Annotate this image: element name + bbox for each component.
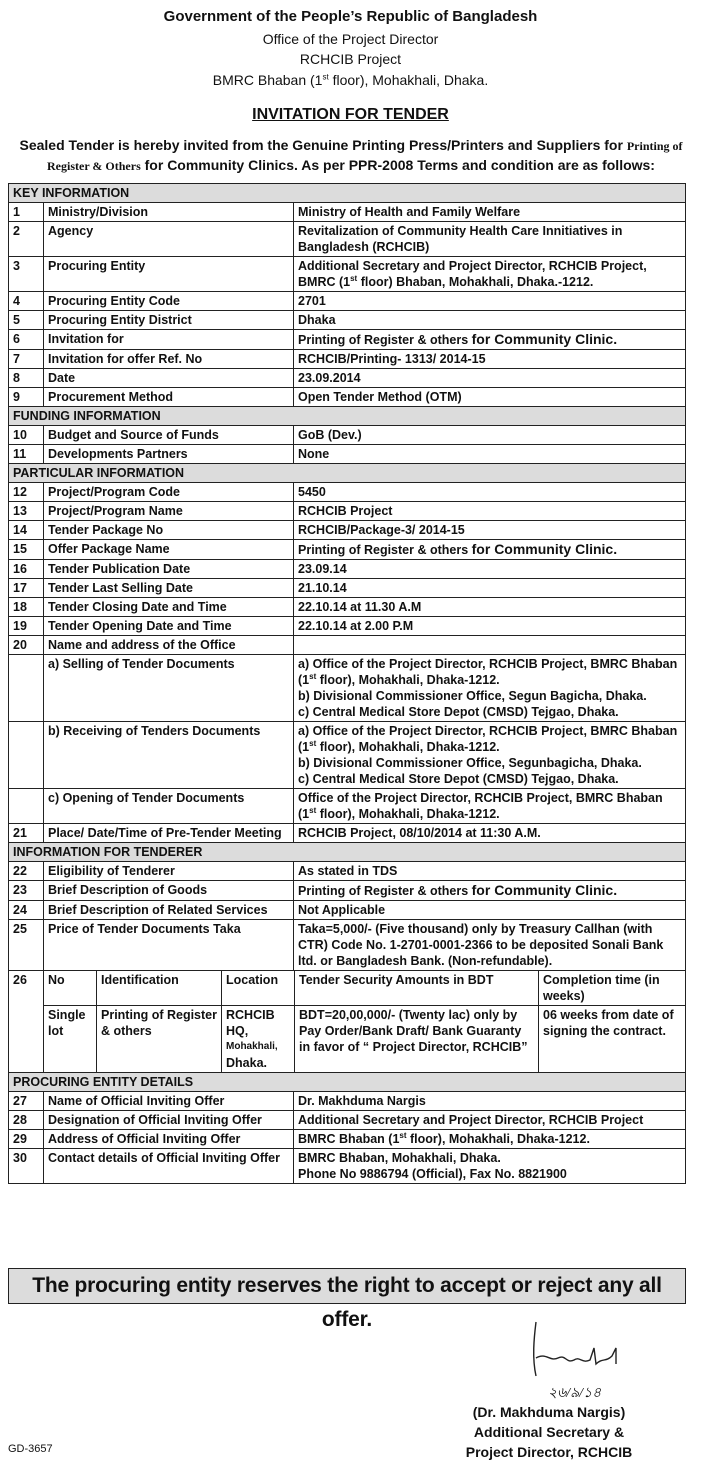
table-row: 18 Tender Closing Date and Time 22.10.14 at 11.30 A.M (9, 598, 686, 617)
table-row: 29 Address of Official Inviting Offer BMRC Bhaban (1st floor), Mohakhali, Dhaka-1212. (9, 1130, 686, 1149)
table-row: 27 Name of Official Inviting Offer Dr. Makhduma Nargis (9, 1092, 686, 1111)
table-row: a) Selling of Tender Documents a) Office of the Project Director, RCHCIB Project, BMRC Bhaban (1st floor), Mohakhali, Dhaka-1212. b) Divisional Commissioner Office, Segun Bagicha, Dhaka. c) Central Medical Store Depot (CMSD) Tejgao, Dhaka. (9, 655, 686, 722)
header-office: Office of the Project Director (262, 31, 439, 47)
table-row: b) Receiving of Tenders Documents a) Office of the Project Director, RCHCIB Project, BMRC Bhaban (1st floor), Mohakhali, Dhaka-1212. b) Divisional Commissioner Office, Segunbagicha, Dhaka. c) Central Medical Store Depot (CMSD) Tejgao, Dhaka. (9, 722, 686, 789)
header-project: RCHCIB Project (299, 51, 402, 67)
table-row: 22 Eligibility of Tenderer As stated in TDS (9, 862, 686, 881)
signature-date: ২৬/৯/১৪ (548, 1386, 602, 1401)
table-row: 9 Procurement Method Open Tender Method (OTM) (9, 388, 686, 407)
table-row: 13 Project/Program Name RCHCIB Project (9, 502, 686, 521)
signer-title: Additional Secretary & (473, 1424, 625, 1440)
table-row: 6 Invitation for Printing of Register & others for Community Clinic. (9, 330, 686, 350)
section-header: KEY INFORMATION (9, 184, 686, 203)
final-note: The procuring entity reserves the right to accept or reject any all offer. (8, 1268, 686, 1304)
lot-table: No Identification Location Tender Security Amounts in BDT Completion time (in weeks) Single lot Printing of Register & others RCHCIB HQ, Mohakhali, Dhaka. BDT=20,00,000/- (Twenty lac) only by Pay Order/Bank Draft/ Bank Guaranty in favor of “ Project Director, RCHCIB” 06 weeks from date of signing the contract. (44, 971, 685, 1072)
table-row: 21 Place/ Date/Time of Pre-Tender Meeting RCHCIB Project, 08/10/2014 at 11:30 A.M. (9, 824, 686, 843)
table-row: 26 No Identification Location Tender Security Amounts in BDT Completion time (in weeks) Single lot Printing of Register & others RCHCIB HQ, Mohakhali, Dhaka. BDT=20,00,000/- (Twenty lac) only by Pay Order/Bank Draft/ Bank Guaranty in favor of “ Project Director, RCHCIB” 06 weeks from date of signing the contract. (9, 971, 686, 1073)
table-row: 24 Brief Description of Related Services Not Applicable (9, 901, 686, 920)
footer-code: GD-3657 (8, 1443, 53, 1455)
section-header: PROCURING ENTITY DETAILS (9, 1073, 686, 1092)
table-row: 2 Agency Revitalization of Community Health Care Innitiatives in Bangladesh (RCHCIB) (9, 222, 686, 257)
table-row: 8 Date 23.09.2014 (9, 369, 686, 388)
table-row: 23 Brief Description of Goods Printing of Register & others for Community Clinic. (9, 881, 686, 901)
table-row: 14 Tender Package No RCHCIB/Package-3/ 2014-15 (9, 521, 686, 540)
table-row: 30 Contact details of Official Inviting Offer BMRC Bhaban, Mohakhali, Dhaka. Phone No 9886794 (Official), Fax No. 8821900 (9, 1149, 686, 1184)
table-row: 16 Tender Publication Date 23.09.14 (9, 560, 686, 579)
signer-title-2: Project Director, RCHCIB (465, 1444, 633, 1460)
table-row: 11 Developments Partners None (9, 445, 686, 464)
table-row: 12 Project/Program Code 5450 (9, 483, 686, 502)
table-row: 25 Price of Tender Documents Taka Taka=5,000/- (Five thousand) only by Treasury Callhan (with CTR) Code No. 1-2701-0001-2366 to be deposited Sonali Bank ltd. or Bangladesh Bank. (Non-refundable). (9, 920, 686, 971)
signature-mark (516, 1318, 636, 1378)
intro-paragraph: Sealed Tender is hereby invited from the Genuine Printing Press/Printers and Suppliers for Printing of Register & Others for Community Clinics. As per PPR-2008 Terms and condition are as follows: (19, 137, 683, 173)
page-title: INVITATION FOR TENDER (252, 106, 449, 123)
table-row: 1 Ministry/Division Ministry of Health and Family Welfare (9, 203, 686, 222)
table-row: 10 Budget and Source of Funds GoB (Dev.) (9, 426, 686, 445)
table-row: 17 Tender Last Selling Date 21.10.14 (9, 579, 686, 598)
section-header: PARTICULAR INFORMATION (9, 464, 686, 483)
table-row: 20 Name and address of the Office (9, 636, 686, 655)
header-government: Government of the People’s Republic of Bangladesh (163, 8, 538, 25)
table-row: 28 Designation of Official Inviting Offer Additional Secretary and Project Director, RCHCIB Project (9, 1111, 686, 1130)
signer-name: (Dr. Makhduma Nargis) (472, 1404, 626, 1420)
table-row: 5 Procuring Entity District Dhaka (9, 311, 686, 330)
section-header: FUNDING INFORMATION (9, 407, 686, 426)
header-address: BMRC Bhaban (1st floor), Mohakhali, Dhaka. (212, 72, 489, 88)
table-row: 3 Procuring Entity Additional Secretary and Project Director, RCHCIB Project, BMRC (1st floor) Bhaban, Mohakhali, Dhaka.-1212. (9, 257, 686, 292)
table-row: 4 Procuring Entity Code 2701 (9, 292, 686, 311)
table-row: 19 Tender Opening Date and Time 22.10.14 at 2.00 P.M (9, 617, 686, 636)
tender-table (8, 183, 686, 1184)
table-row: c) Opening of Tender Documents Office of the Project Director, RCHCIB Project, BMRC Bhaban (1st floor), Mohakhali, Dhaka-1212. (9, 789, 686, 824)
section-header: INFORMATION FOR TENDERER (9, 843, 686, 862)
table-row: 7 Invitation for offer Ref. No RCHCIB/Printing- 1313/ 2014-15 (9, 350, 686, 369)
table-row: 15 Offer Package Name Printing of Register & others for Community Clinic. (9, 540, 686, 560)
